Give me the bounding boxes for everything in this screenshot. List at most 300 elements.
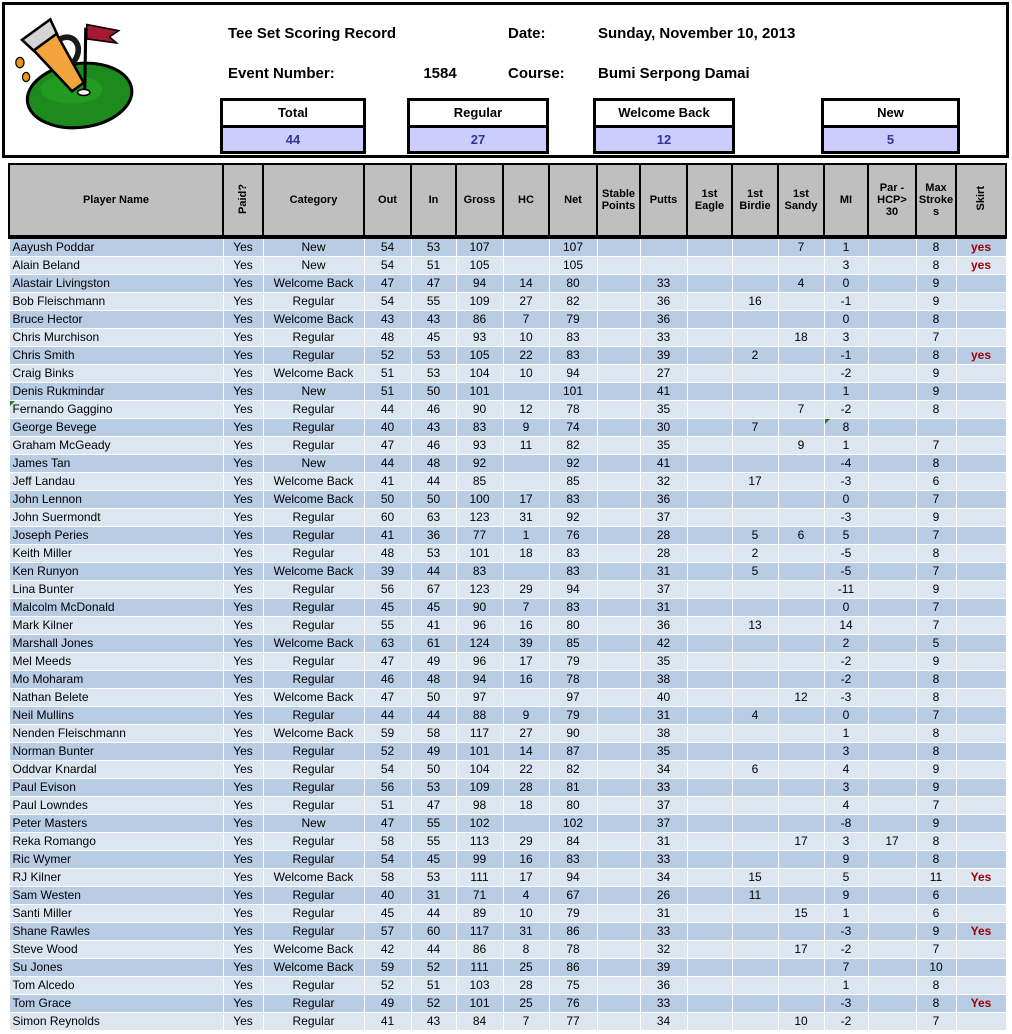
cell-cat[interactable]: New (263, 815, 364, 833)
cell-paid[interactable]: Yes (223, 509, 263, 527)
cell-max[interactable]: 8 (916, 995, 956, 1013)
cell-mi[interactable]: -1 (824, 293, 868, 311)
cell-skirt[interactable]: yes (956, 257, 1006, 275)
cell-mi[interactable]: -1 (824, 347, 868, 365)
cell-birdie[interactable]: 5 (732, 563, 778, 581)
cell-paid[interactable]: Yes (223, 311, 263, 329)
cell-stable[interactable] (597, 347, 640, 365)
cell-in[interactable]: 58 (411, 725, 456, 743)
cell-out[interactable]: 52 (364, 347, 411, 365)
cell-par[interactable] (868, 293, 916, 311)
cell-paid[interactable]: Yes (223, 383, 263, 401)
cell-name[interactable]: Mo Moharam (9, 671, 223, 689)
cell-sandy[interactable] (778, 383, 824, 401)
cell-in[interactable]: 52 (411, 959, 456, 977)
cell-birdie[interactable] (732, 635, 778, 653)
cell-out[interactable]: 63 (364, 635, 411, 653)
cell-par[interactable] (868, 959, 916, 977)
cell-birdie[interactable]: 2 (732, 545, 778, 563)
cell-eagle[interactable] (687, 455, 732, 473)
cell-paid[interactable]: Yes (223, 761, 263, 779)
cell-mi[interactable]: -2 (824, 401, 868, 419)
cell-gross[interactable]: 84 (456, 1013, 503, 1031)
cell-hc[interactable] (503, 815, 549, 833)
cell-stable[interactable] (597, 671, 640, 689)
cell-cat[interactable]: New (263, 383, 364, 401)
cell-birdie[interactable] (732, 491, 778, 509)
cell-par[interactable] (868, 689, 916, 707)
cell-skirt[interactable]: yes (956, 347, 1006, 365)
cell-max[interactable]: 9 (916, 293, 956, 311)
cell-mi[interactable]: 1 (824, 977, 868, 995)
cell-paid[interactable]: Yes (223, 725, 263, 743)
cell-eagle[interactable] (687, 599, 732, 617)
cell-out[interactable]: 48 (364, 329, 411, 347)
cell-gross[interactable]: 93 (456, 329, 503, 347)
cell-skirt[interactable] (956, 455, 1006, 473)
cell-out[interactable]: 54 (364, 851, 411, 869)
cell-birdie[interactable]: 16 (732, 293, 778, 311)
cell-in[interactable]: 43 (411, 1013, 456, 1031)
cell-stable[interactable] (597, 563, 640, 581)
cell-in[interactable]: 44 (411, 473, 456, 491)
cell-skirt[interactable] (956, 599, 1006, 617)
cell-birdie[interactable]: 4 (732, 707, 778, 725)
cell-gross[interactable]: 99 (456, 851, 503, 869)
cell-net[interactable]: 84 (549, 833, 597, 851)
cell-paid[interactable]: Yes (223, 275, 263, 293)
cell-skirt[interactable] (956, 887, 1006, 905)
cell-net[interactable]: 82 (549, 761, 597, 779)
cell-name[interactable]: James Tan (9, 455, 223, 473)
cell-skirt[interactable] (956, 905, 1006, 923)
cell-sandy[interactable] (778, 365, 824, 383)
cell-max[interactable]: 7 (916, 599, 956, 617)
cell-cat[interactable]: Regular (263, 833, 364, 851)
cell-cat[interactable]: Regular (263, 887, 364, 905)
cell-stable[interactable] (597, 311, 640, 329)
cell-putts[interactable]: 34 (640, 761, 687, 779)
cell-in[interactable]: 36 (411, 527, 456, 545)
cell-eagle[interactable] (687, 653, 732, 671)
cell-birdie[interactable] (732, 599, 778, 617)
cell-stable[interactable] (597, 527, 640, 545)
cell-gross[interactable]: 113 (456, 833, 503, 851)
cell-skirt[interactable] (956, 293, 1006, 311)
cell-birdie[interactable] (732, 237, 778, 257)
cell-paid[interactable]: Yes (223, 617, 263, 635)
cell-in[interactable]: 50 (411, 491, 456, 509)
cell-out[interactable]: 52 (364, 977, 411, 995)
cell-name[interactable]: Aayush Poddar (9, 237, 223, 257)
cell-in[interactable]: 51 (411, 977, 456, 995)
cell-mi[interactable]: 3 (824, 779, 868, 797)
cell-out[interactable]: 56 (364, 779, 411, 797)
cell-out[interactable]: 52 (364, 743, 411, 761)
cell-cat[interactable]: Welcome Back (263, 959, 364, 977)
cell-net[interactable]: 87 (549, 743, 597, 761)
cell-mi[interactable]: -3 (824, 689, 868, 707)
cell-mi[interactable]: -2 (824, 365, 868, 383)
cell-birdie[interactable]: 5 (732, 527, 778, 545)
cell-gross[interactable]: 105 (456, 347, 503, 365)
cell-par[interactable] (868, 617, 916, 635)
cell-net[interactable]: 79 (549, 653, 597, 671)
cell-name[interactable]: Graham McGeady (9, 437, 223, 455)
cell-mi[interactable]: 2 (824, 635, 868, 653)
cell-net[interactable]: 92 (549, 509, 597, 527)
cell-name[interactable]: John Suermondt (9, 509, 223, 527)
cell-net[interactable]: 78 (549, 941, 597, 959)
cell-cat[interactable]: Regular (263, 671, 364, 689)
cell-net[interactable]: 83 (549, 599, 597, 617)
cell-cat[interactable]: Regular (263, 293, 364, 311)
cell-stable[interactable] (597, 581, 640, 599)
cell-hc[interactable]: 17 (503, 869, 549, 887)
cell-hc[interactable]: 7 (503, 599, 549, 617)
cell-par[interactable] (868, 797, 916, 815)
cell-name[interactable]: Bob Fleischmann (9, 293, 223, 311)
cell-eagle[interactable] (687, 473, 732, 491)
cell-par[interactable] (868, 761, 916, 779)
cell-sandy[interactable]: 12 (778, 689, 824, 707)
cell-cat[interactable]: Regular (263, 527, 364, 545)
cell-out[interactable]: 59 (364, 959, 411, 977)
cell-net[interactable]: 86 (549, 959, 597, 977)
cell-gross[interactable]: 102 (456, 815, 503, 833)
cell-mi[interactable]: 9 (824, 887, 868, 905)
cell-net[interactable]: 78 (549, 401, 597, 419)
cell-hc[interactable]: 27 (503, 293, 549, 311)
cell-mi[interactable]: 3 (824, 329, 868, 347)
cell-name[interactable]: Denis Rukmindar (9, 383, 223, 401)
cell-max[interactable]: 9 (916, 815, 956, 833)
cell-out[interactable]: 45 (364, 905, 411, 923)
cell-eagle[interactable] (687, 869, 732, 887)
cell-skirt[interactable] (956, 491, 1006, 509)
cell-max[interactable]: 7 (916, 617, 956, 635)
cell-gross[interactable]: 100 (456, 491, 503, 509)
cell-paid[interactable]: Yes (223, 237, 263, 257)
cell-out[interactable]: 54 (364, 293, 411, 311)
cell-putts[interactable]: 37 (640, 509, 687, 527)
cell-max[interactable]: 5 (916, 635, 956, 653)
cell-name[interactable]: Malcolm McDonald (9, 599, 223, 617)
cell-net[interactable]: 101 (549, 383, 597, 401)
cell-out[interactable]: 58 (364, 869, 411, 887)
cell-mi[interactable]: 7 (824, 959, 868, 977)
cell-mi[interactable]: -2 (824, 1013, 868, 1031)
cell-eagle[interactable] (687, 401, 732, 419)
cell-stable[interactable] (597, 545, 640, 563)
cell-birdie[interactable] (732, 401, 778, 419)
cell-birdie[interactable] (732, 653, 778, 671)
cell-birdie[interactable] (732, 725, 778, 743)
cell-sandy[interactable] (778, 887, 824, 905)
cell-paid[interactable]: Yes (223, 707, 263, 725)
cell-out[interactable]: 48 (364, 545, 411, 563)
cell-name[interactable]: Ken Runyon (9, 563, 223, 581)
cell-hc[interactable]: 1 (503, 527, 549, 545)
cell-out[interactable]: 57 (364, 923, 411, 941)
cell-in[interactable]: 43 (411, 419, 456, 437)
cell-cat[interactable]: Regular (263, 779, 364, 797)
cell-in[interactable]: 41 (411, 617, 456, 635)
cell-name[interactable]: George Bevege (9, 419, 223, 437)
cell-hc[interactable]: 16 (503, 851, 549, 869)
cell-birdie[interactable] (732, 275, 778, 293)
cell-par[interactable] (868, 905, 916, 923)
cell-cat[interactable]: Regular (263, 905, 364, 923)
cell-hc[interactable]: 31 (503, 509, 549, 527)
cell-par[interactable] (868, 509, 916, 527)
cell-birdie[interactable] (732, 257, 778, 275)
cell-putts[interactable]: 28 (640, 545, 687, 563)
cell-out[interactable]: 47 (364, 275, 411, 293)
cell-max[interactable]: 7 (916, 707, 956, 725)
cell-in[interactable]: 52 (411, 995, 456, 1013)
cell-hc[interactable]: 10 (503, 905, 549, 923)
cell-cat[interactable]: Regular (263, 617, 364, 635)
cell-stable[interactable] (597, 743, 640, 761)
cell-par[interactable] (868, 743, 916, 761)
cell-hc[interactable]: 17 (503, 491, 549, 509)
cell-stable[interactable] (597, 689, 640, 707)
cell-gross[interactable]: 94 (456, 275, 503, 293)
cell-paid[interactable]: Yes (223, 455, 263, 473)
cell-eagle[interactable] (687, 329, 732, 347)
cell-in[interactable]: 53 (411, 347, 456, 365)
cell-max[interactable]: 8 (916, 689, 956, 707)
cell-hc[interactable]: 18 (503, 797, 549, 815)
cell-eagle[interactable] (687, 1013, 732, 1031)
cell-stable[interactable] (597, 383, 640, 401)
cell-par[interactable] (868, 491, 916, 509)
cell-hc[interactable] (503, 237, 549, 257)
cell-hc[interactable] (503, 257, 549, 275)
cell-mi[interactable]: 3 (824, 833, 868, 851)
cell-paid[interactable]: Yes (223, 653, 263, 671)
cell-stable[interactable] (597, 437, 640, 455)
cell-gross[interactable]: 105 (456, 257, 503, 275)
cell-sandy[interactable] (778, 995, 824, 1013)
cell-skirt[interactable] (956, 653, 1006, 671)
cell-name[interactable]: Nenden Fleischmann (9, 725, 223, 743)
cell-stable[interactable] (597, 293, 640, 311)
cell-birdie[interactable] (732, 671, 778, 689)
cell-out[interactable]: 44 (364, 401, 411, 419)
cell-paid[interactable]: Yes (223, 401, 263, 419)
cell-skirt[interactable] (956, 707, 1006, 725)
cell-stable[interactable] (597, 905, 640, 923)
cell-stable[interactable] (597, 779, 640, 797)
cell-max[interactable]: 7 (916, 563, 956, 581)
cell-par[interactable] (868, 383, 916, 401)
cell-cat[interactable]: Regular (263, 419, 364, 437)
cell-mi[interactable]: -5 (824, 563, 868, 581)
cell-out[interactable]: 56 (364, 581, 411, 599)
cell-mi[interactable]: -5 (824, 545, 868, 563)
cell-mi[interactable]: -2 (824, 941, 868, 959)
cell-sandy[interactable] (778, 581, 824, 599)
cell-putts[interactable]: 35 (640, 743, 687, 761)
cell-birdie[interactable]: 11 (732, 887, 778, 905)
cell-name[interactable]: Keith Miller (9, 545, 223, 563)
cell-max[interactable]: 7 (916, 1013, 956, 1031)
cell-putts[interactable]: 42 (640, 635, 687, 653)
cell-par[interactable] (868, 941, 916, 959)
cell-mi[interactable]: 0 (824, 491, 868, 509)
cell-cat[interactable]: Regular (263, 329, 364, 347)
cell-max[interactable]: 8 (916, 671, 956, 689)
cell-max[interactable]: 6 (916, 887, 956, 905)
cell-birdie[interactable]: 2 (732, 347, 778, 365)
cell-name[interactable]: Su Jones (9, 959, 223, 977)
cell-gross[interactable]: 101 (456, 545, 503, 563)
cell-eagle[interactable] (687, 905, 732, 923)
cell-sandy[interactable] (778, 293, 824, 311)
cell-eagle[interactable] (687, 347, 732, 365)
cell-out[interactable]: 51 (364, 383, 411, 401)
cell-paid[interactable]: Yes (223, 869, 263, 887)
cell-par[interactable] (868, 329, 916, 347)
cell-skirt[interactable] (956, 365, 1006, 383)
cell-cat[interactable]: Welcome Back (263, 563, 364, 581)
cell-max[interactable]: 9 (916, 509, 956, 527)
cell-par[interactable] (868, 275, 916, 293)
cell-paid[interactable]: Yes (223, 563, 263, 581)
cell-out[interactable]: 46 (364, 671, 411, 689)
cell-in[interactable]: 60 (411, 923, 456, 941)
cell-putts[interactable]: 31 (640, 905, 687, 923)
cell-out[interactable]: 50 (364, 491, 411, 509)
cell-in[interactable]: 46 (411, 401, 456, 419)
cell-out[interactable]: 47 (364, 815, 411, 833)
cell-mi[interactable]: -3 (824, 995, 868, 1013)
cell-birdie[interactable] (732, 941, 778, 959)
cell-gross[interactable]: 96 (456, 617, 503, 635)
cell-name[interactable]: Joseph Peries (9, 527, 223, 545)
cell-mi[interactable]: 4 (824, 761, 868, 779)
cell-eagle[interactable] (687, 491, 732, 509)
cell-skirt[interactable] (956, 617, 1006, 635)
cell-out[interactable]: 49 (364, 995, 411, 1013)
cell-hc[interactable]: 16 (503, 617, 549, 635)
cell-cat[interactable]: Regular (263, 509, 364, 527)
cell-cat[interactable]: Regular (263, 743, 364, 761)
cell-hc[interactable]: 8 (503, 941, 549, 959)
cell-stable[interactable] (597, 761, 640, 779)
cell-cat[interactable]: Regular (263, 995, 364, 1013)
cell-max[interactable]: 8 (916, 725, 956, 743)
cell-in[interactable]: 45 (411, 851, 456, 869)
cell-stable[interactable] (597, 419, 640, 437)
cell-cat[interactable]: Welcome Back (263, 365, 364, 383)
cell-net[interactable]: 83 (549, 545, 597, 563)
cell-stable[interactable] (597, 869, 640, 887)
cell-birdie[interactable]: 15 (732, 869, 778, 887)
cell-eagle[interactable] (687, 419, 732, 437)
cell-cat[interactable]: New (263, 237, 364, 257)
cell-hc[interactable]: 4 (503, 887, 549, 905)
cell-hc[interactable] (503, 563, 549, 581)
cell-in[interactable]: 53 (411, 365, 456, 383)
cell-in[interactable]: 51 (411, 257, 456, 275)
cell-stable[interactable] (597, 455, 640, 473)
cell-hc[interactable]: 39 (503, 635, 549, 653)
cell-mi[interactable]: 5 (824, 869, 868, 887)
cell-out[interactable]: 47 (364, 689, 411, 707)
cell-in[interactable]: 61 (411, 635, 456, 653)
cell-hc[interactable]: 22 (503, 347, 549, 365)
cell-hc[interactable] (503, 383, 549, 401)
cell-skirt[interactable] (956, 797, 1006, 815)
cell-stable[interactable] (597, 977, 640, 995)
cell-paid[interactable]: Yes (223, 599, 263, 617)
cell-stable[interactable] (597, 887, 640, 905)
cell-gross[interactable]: 123 (456, 509, 503, 527)
cell-out[interactable]: 43 (364, 311, 411, 329)
cell-stable[interactable] (597, 995, 640, 1013)
cell-hc[interactable]: 12 (503, 401, 549, 419)
cell-out[interactable]: 40 (364, 887, 411, 905)
cell-cat[interactable]: Welcome Back (263, 311, 364, 329)
cell-stable[interactable] (597, 851, 640, 869)
cell-eagle[interactable] (687, 689, 732, 707)
cell-sandy[interactable] (778, 743, 824, 761)
cell-net[interactable]: 81 (549, 779, 597, 797)
cell-in[interactable]: 50 (411, 761, 456, 779)
cell-max[interactable]: 7 (916, 797, 956, 815)
cell-birdie[interactable] (732, 365, 778, 383)
cell-cat[interactable]: Regular (263, 581, 364, 599)
cell-name[interactable]: Simon Reynolds (9, 1013, 223, 1031)
cell-gross[interactable]: 77 (456, 527, 503, 545)
cell-mi[interactable]: 1 (824, 383, 868, 401)
cell-skirt[interactable]: Yes (956, 869, 1006, 887)
cell-putts[interactable]: 37 (640, 581, 687, 599)
cell-par[interactable] (868, 851, 916, 869)
cell-par[interactable] (868, 581, 916, 599)
cell-cat[interactable]: Regular (263, 851, 364, 869)
cell-hc[interactable]: 29 (503, 581, 549, 599)
cell-in[interactable]: 49 (411, 653, 456, 671)
cell-cat[interactable]: New (263, 257, 364, 275)
cell-net[interactable]: 77 (549, 1013, 597, 1031)
cell-net[interactable]: 80 (549, 275, 597, 293)
cell-hc[interactable]: 9 (503, 419, 549, 437)
cell-par[interactable] (868, 419, 916, 437)
cell-sandy[interactable]: 17 (778, 833, 824, 851)
cell-mi[interactable]: 3 (824, 257, 868, 275)
cell-eagle[interactable] (687, 275, 732, 293)
cell-birdie[interactable] (732, 509, 778, 527)
cell-sandy[interactable] (778, 869, 824, 887)
cell-out[interactable]: 59 (364, 725, 411, 743)
cell-eagle[interactable] (687, 293, 732, 311)
cell-name[interactable]: Marshall Jones (9, 635, 223, 653)
cell-sandy[interactable] (778, 923, 824, 941)
cell-sandy[interactable] (778, 617, 824, 635)
cell-par[interactable] (868, 923, 916, 941)
cell-putts[interactable]: 36 (640, 293, 687, 311)
cell-mi[interactable]: 4 (824, 797, 868, 815)
cell-name[interactable]: Tom Alcedo (9, 977, 223, 995)
cell-hc[interactable]: 25 (503, 959, 549, 977)
cell-gross[interactable]: 103 (456, 977, 503, 995)
cell-birdie[interactable] (732, 851, 778, 869)
cell-gross[interactable]: 94 (456, 671, 503, 689)
